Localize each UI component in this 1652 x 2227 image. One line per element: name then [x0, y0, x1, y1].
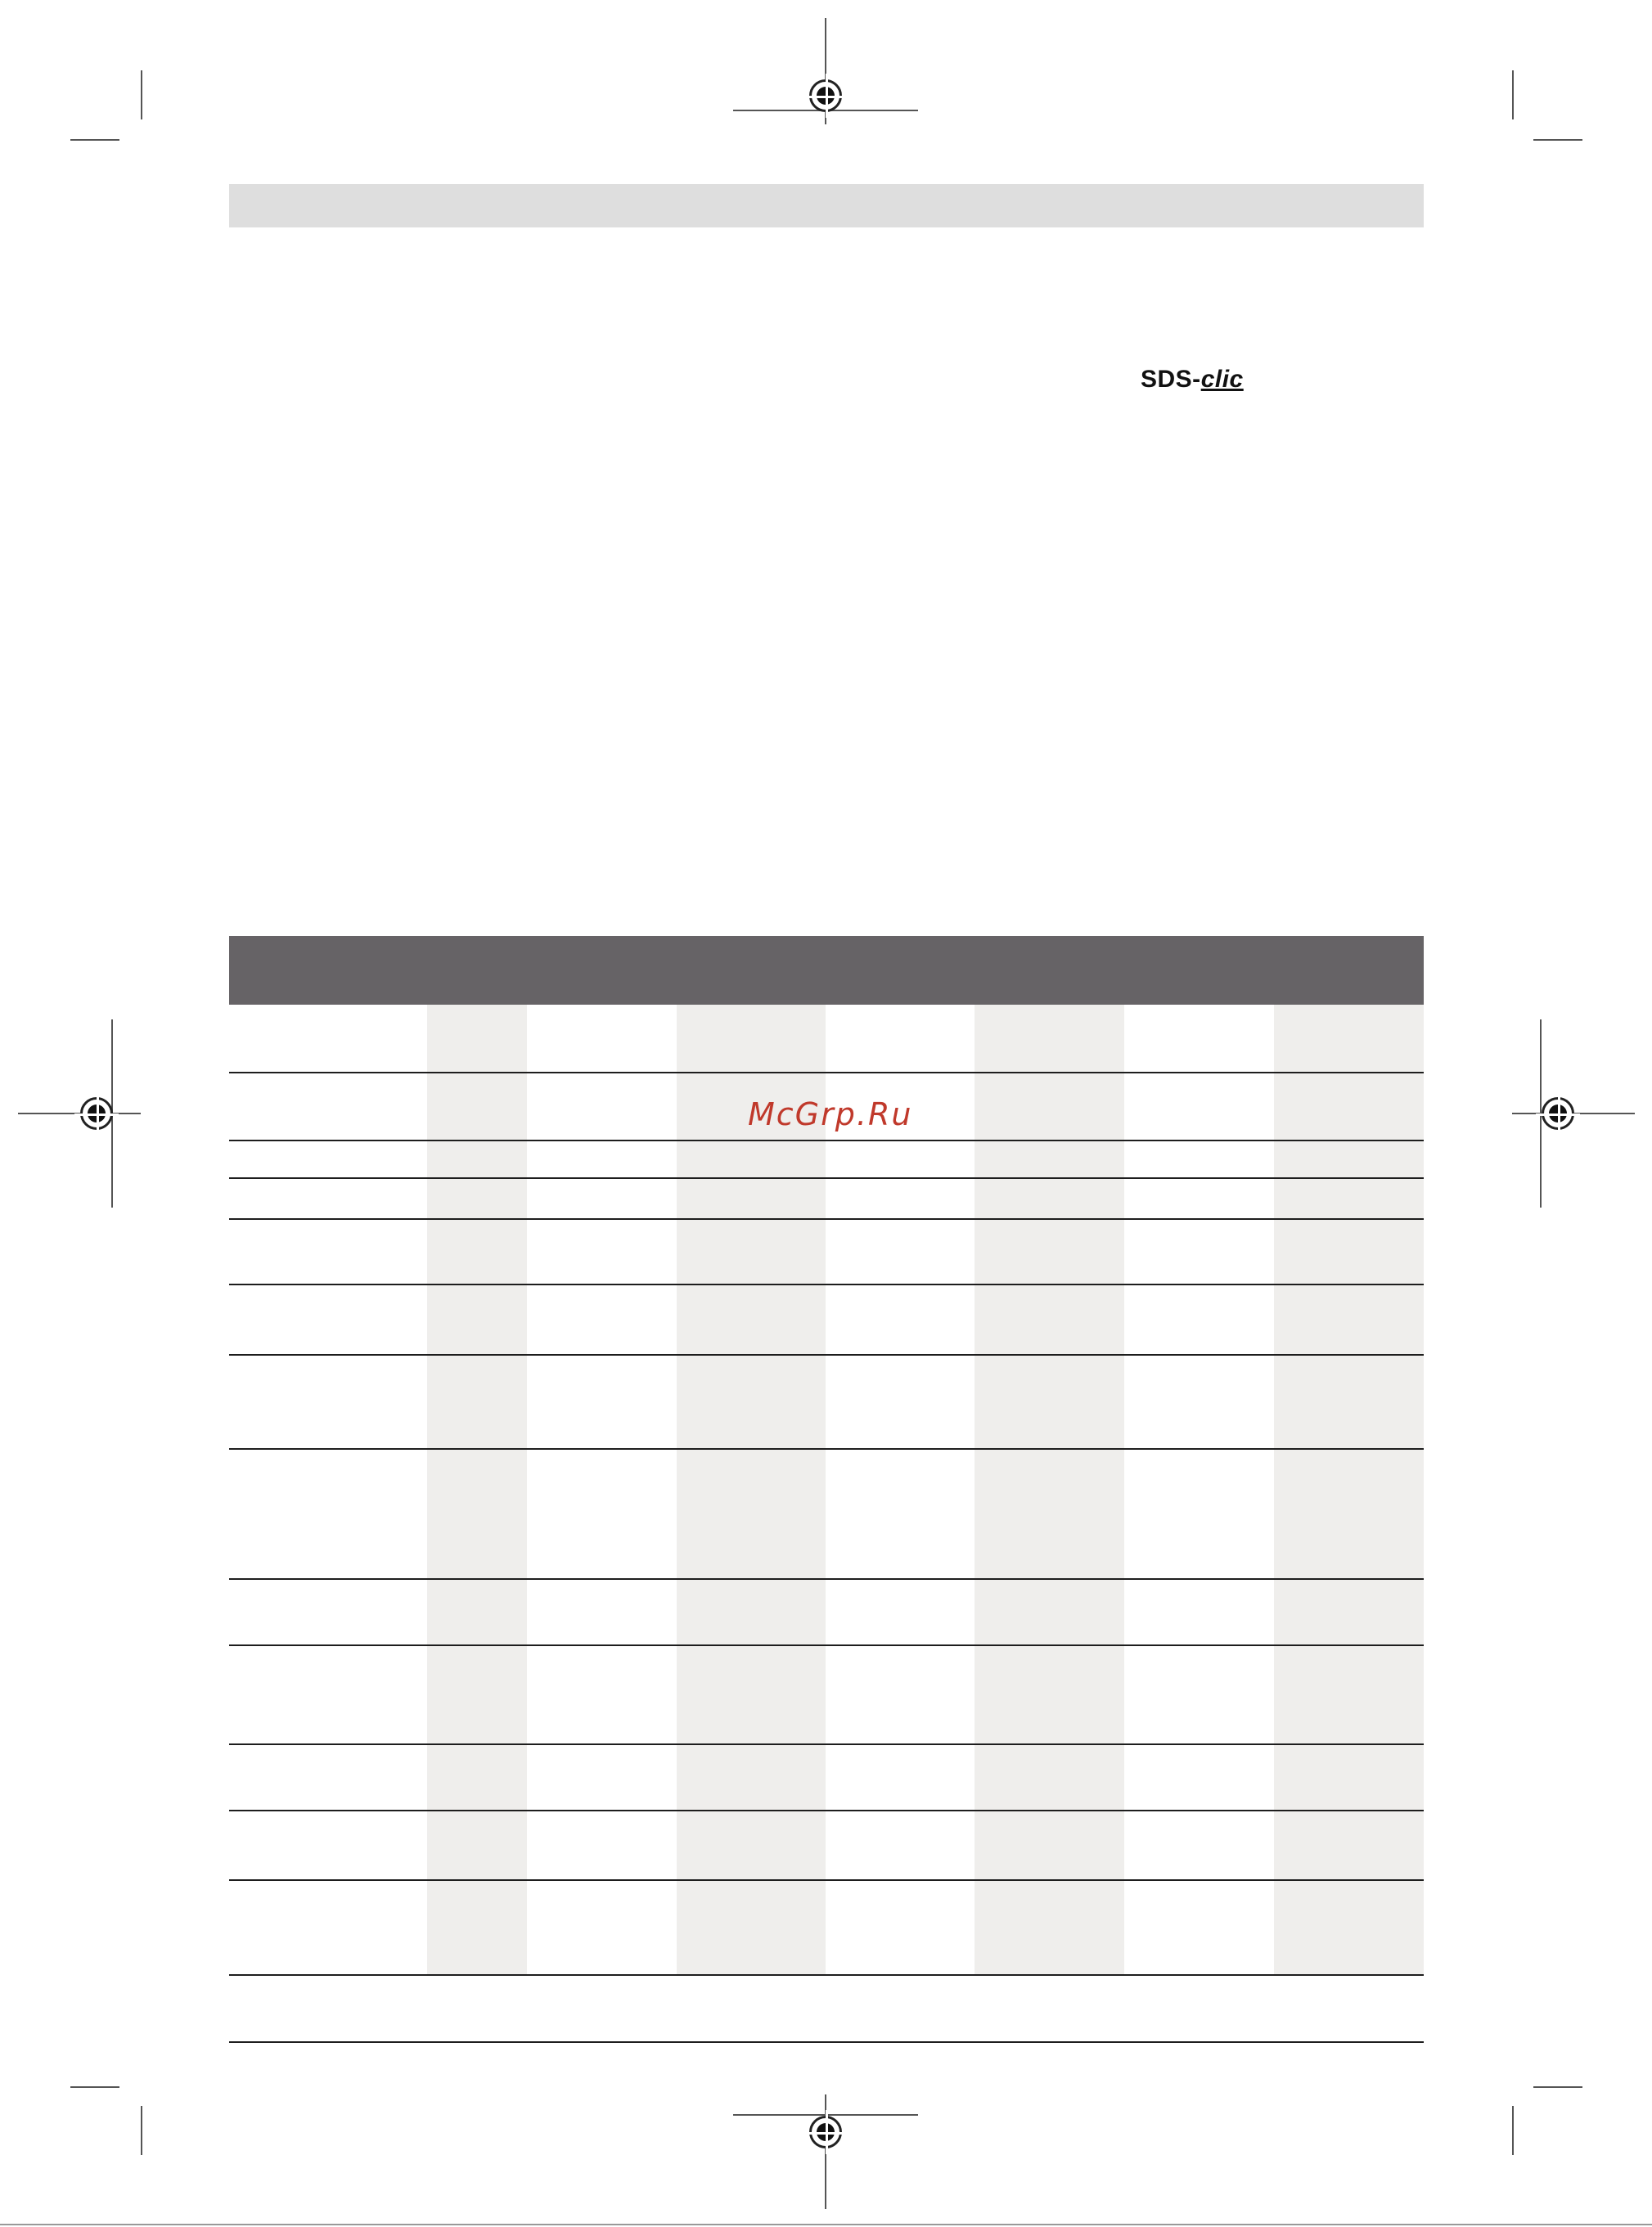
- table-row: [229, 1578, 1424, 1580]
- table-row: [229, 1644, 1424, 1646]
- crop-mark: [70, 139, 119, 141]
- registration-mark-icon: [809, 79, 842, 112]
- table-row: [229, 1284, 1424, 1285]
- crop-mark: [1533, 139, 1582, 141]
- watermark: McGrp.Ru: [748, 1096, 913, 1132]
- table-header: [229, 936, 1424, 1005]
- table-column: [427, 1005, 527, 1975]
- table-row: [229, 2041, 1424, 2043]
- table-row: [229, 1354, 1424, 1356]
- table-row: [229, 1974, 1424, 1976]
- table-row: [229, 1743, 1424, 1745]
- crop-mark: [1533, 2086, 1582, 2088]
- page-header-band: [229, 184, 1424, 227]
- registration-mark-icon: [809, 2116, 842, 2148]
- table-row: [229, 1072, 1424, 1073]
- registration-mark-icon: [80, 1097, 113, 1130]
- crop-mark: [70, 2086, 119, 2088]
- crop-mark: [141, 2106, 142, 2155]
- registration-mark-icon: [1542, 1097, 1574, 1130]
- crop-mark: [1512, 70, 1514, 119]
- table-row: [229, 1810, 1424, 1811]
- table-row: [229, 1218, 1424, 1220]
- crop-mark: [141, 70, 142, 119]
- sds-clic-logo: SDS-clic: [1141, 366, 1244, 393]
- table-row: [229, 1448, 1424, 1450]
- crop-mark: [1512, 2106, 1514, 2155]
- table-row: [229, 1879, 1424, 1881]
- table-row: [229, 1177, 1424, 1179]
- table-column: [975, 1005, 1124, 1975]
- crop-mark: [0, 2224, 1652, 2225]
- table-row: [229, 1140, 1424, 1141]
- table-column: [1274, 1005, 1424, 1975]
- table-column: [677, 1005, 826, 1975]
